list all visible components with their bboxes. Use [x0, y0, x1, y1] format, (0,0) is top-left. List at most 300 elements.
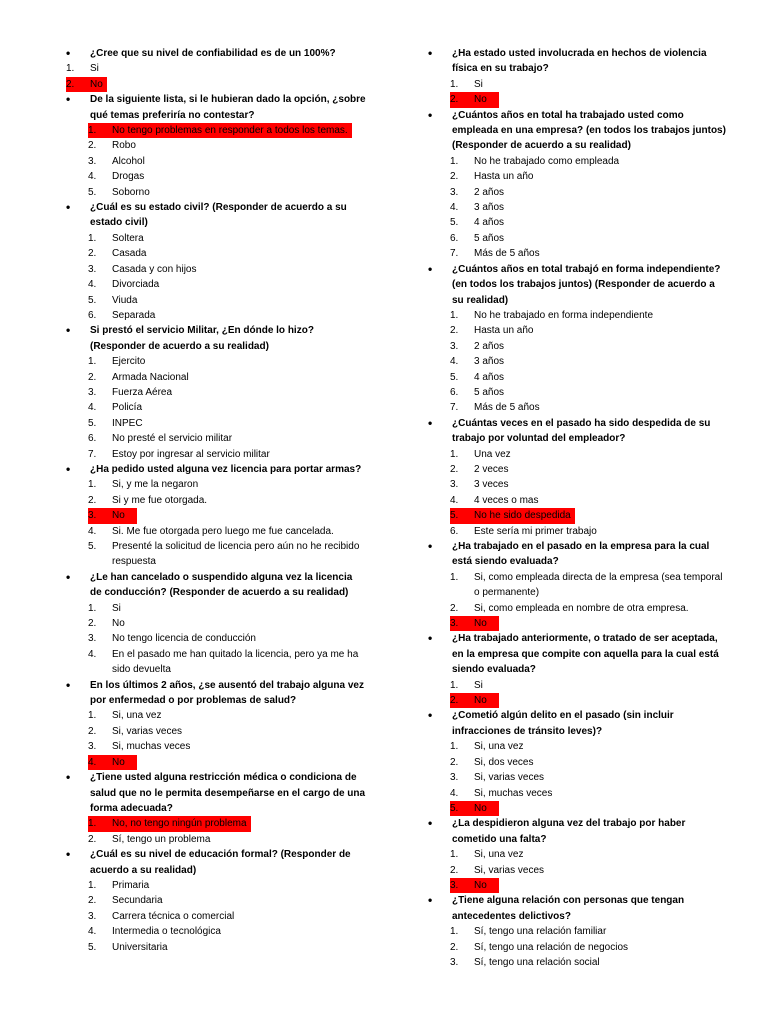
answer-option — [428, 570, 728, 601]
answer-option — [66, 416, 366, 431]
option-number: 4. — [88, 756, 97, 768]
selected-answer-highlight — [88, 508, 137, 523]
option-number: 4. — [450, 202, 459, 214]
answer-option — [428, 786, 728, 801]
answer-option — [66, 169, 366, 184]
selected-answer-highlight — [450, 616, 499, 631]
question-text — [428, 46, 728, 77]
option-label: Si — [474, 679, 483, 691]
option-number: 5. — [450, 371, 459, 383]
option-label: Alcohol — [112, 155, 145, 167]
option-label: Si y me fue otorgada. — [112, 494, 208, 506]
option-number: 4. — [88, 279, 97, 291]
bullet-icon: • — [428, 893, 433, 908]
option-label: Armada Nacional — [112, 371, 189, 383]
answer-option — [66, 508, 366, 523]
option-number: 3. — [88, 741, 97, 753]
option-number: 1. — [88, 879, 97, 891]
selected-answer-highlight — [88, 755, 137, 770]
option-number: 1. — [450, 155, 459, 167]
option-number: 5. — [88, 294, 97, 306]
question-label: ¿Ha trabajado anteriormente, o tratado de ser aceptada, en la empresa que compite con aquella para la cual está siendo evaluada? — [452, 633, 719, 676]
option-number: 7. — [88, 448, 97, 460]
option-number: 3. — [88, 510, 97, 522]
answer-option — [428, 200, 728, 215]
option-label: Sí, tengo una relación familiar — [474, 926, 607, 938]
option-label: 3 años — [474, 202, 505, 214]
option-label: Si, dos veces — [474, 756, 534, 768]
option-label: Soltera — [112, 232, 144, 244]
question-text — [66, 770, 366, 816]
answer-option — [428, 739, 728, 754]
question-text — [66, 847, 366, 878]
bullet-icon: • — [66, 323, 71, 338]
answer-option — [66, 385, 366, 400]
option-label: Si, una vez — [112, 710, 162, 722]
bullet-icon: • — [428, 261, 433, 276]
bullet-icon: • — [428, 631, 433, 646]
selected-answer-highlight — [88, 816, 251, 831]
question-text — [66, 323, 366, 354]
answer-option — [428, 693, 728, 708]
answer-option — [428, 847, 728, 862]
bullet-icon: • — [66, 770, 71, 785]
option-label: No he trabajado como empleada — [474, 155, 620, 167]
answer-option — [428, 493, 728, 508]
answer-option — [66, 262, 366, 277]
answer-option — [66, 185, 366, 200]
option-number: 1. — [88, 710, 97, 722]
option-number: 4. — [88, 171, 97, 183]
option-label: Si, una vez — [474, 849, 524, 861]
option-number: 2. — [450, 864, 459, 876]
option-number: 6. — [88, 433, 97, 445]
option-number: 2. — [88, 248, 97, 260]
option-number: 1. — [450, 448, 459, 460]
option-label: No, no tengo ningún problema — [112, 818, 247, 830]
option-number: 5. — [88, 941, 97, 953]
option-label: Una vez — [474, 448, 511, 460]
answer-option — [66, 138, 366, 153]
question-text — [66, 46, 366, 61]
question-label: ¿Tiene alguna relación con personas que tengan antecedentes delictivos? — [452, 895, 685, 922]
option-number: 1. — [88, 602, 97, 614]
option-label: No — [474, 94, 487, 106]
bullet-icon: • — [66, 677, 71, 692]
option-label: Casada y con hijos — [112, 263, 197, 275]
answer-option — [66, 354, 366, 369]
answer-option — [66, 524, 366, 539]
answer-option — [66, 940, 366, 955]
answer-option — [428, 878, 728, 893]
option-label: No tengo problemas en responder a todos los temas. — [112, 125, 348, 137]
option-label: Hasta un año — [474, 171, 534, 183]
option-number: 2. — [450, 171, 459, 183]
question-label: De la siguiente lista, si le hubieran dado la opción, ¿sobre qué temas preferiría no contestar? — [90, 94, 366, 121]
option-number: 7. — [450, 402, 459, 414]
option-number: 3. — [450, 772, 459, 784]
question-label: ¿Ha trabajado en el pasado en la empresa para la cual está siendo evaluada? — [452, 541, 710, 568]
bullet-icon: • — [66, 847, 71, 862]
option-label: Intermedia o tecnológica — [112, 926, 221, 938]
option-number: 1. — [88, 356, 97, 368]
answer-option — [66, 246, 366, 261]
question-label: ¿La despidieron alguna vez del trabajo por haber cometido una falta? — [452, 818, 686, 845]
answer-option — [66, 893, 366, 908]
option-label: Secundaria — [112, 895, 163, 907]
bullet-icon: • — [428, 107, 433, 122]
answer-option — [428, 385, 728, 400]
option-label: INPEC — [112, 417, 143, 429]
question-text — [66, 92, 366, 123]
selected-answer-highlight — [450, 92, 499, 107]
option-label: Drogas — [112, 171, 145, 183]
option-number: 1. — [450, 571, 459, 583]
left-column — [66, 46, 366, 955]
option-number: 3. — [450, 340, 459, 352]
option-number: 6. — [450, 386, 459, 398]
option-label: No — [474, 695, 487, 707]
option-label: No tengo licencia de conducción — [112, 633, 256, 645]
option-number: 3. — [450, 479, 459, 491]
answer-option — [66, 724, 366, 739]
answer-option — [66, 832, 366, 847]
option-label: No — [112, 618, 125, 630]
answer-option — [66, 431, 366, 446]
option-number: 2. — [450, 695, 459, 707]
answer-option — [66, 477, 366, 492]
option-number: 3. — [88, 910, 97, 922]
question-label: ¿Cuántas veces en el pasado ha sido despedida de su trabajo por voluntad del empleador? — [452, 417, 711, 445]
question-label: ¿Cuál es su nivel de educación formal? (Responder de acuerdo a su realidad) — [90, 849, 351, 876]
selected-answer-highlight — [450, 693, 499, 708]
option-number: 4. — [88, 648, 97, 660]
answer-option — [66, 77, 366, 92]
bullet-icon: • — [66, 461, 71, 476]
option-number: 2. — [450, 756, 459, 768]
option-number: 2. — [450, 941, 459, 953]
answer-option — [428, 323, 728, 338]
option-label: No — [474, 802, 487, 814]
answer-option — [66, 647, 366, 678]
option-label: No he trabajado en forma independiente — [474, 309, 654, 321]
question-label: ¿Cuál es su estado civil? (Responder de acuerdo a su estado civil) — [90, 202, 347, 229]
answer-option — [66, 400, 366, 415]
option-label: Si, y me la negaron — [112, 479, 199, 491]
answer-option — [66, 739, 366, 754]
answer-option — [66, 924, 366, 939]
bullet-icon: • — [428, 539, 433, 553]
bullet-icon: • — [428, 708, 433, 723]
option-number: 4. — [88, 926, 97, 938]
answer-option — [428, 462, 728, 477]
option-number: 2. — [88, 895, 97, 907]
answer-option — [428, 863, 728, 878]
option-label: Sí, tengo una relación social — [474, 956, 600, 968]
option-label: 3 veces — [474, 479, 509, 491]
option-label: Si — [474, 78, 483, 90]
option-label: Sí, tengo un problema — [112, 833, 211, 845]
question-label: ¿Ha estado usted involucrada en hechos de violencia física en su trabajo? — [452, 48, 707, 75]
option-label: No presté el servicio militar — [112, 433, 233, 445]
option-label: No — [474, 618, 487, 630]
answer-option — [66, 631, 366, 646]
option-label: Ejercito — [112, 356, 146, 368]
option-number: 3. — [88, 263, 97, 275]
answer-option — [66, 909, 366, 924]
answer-option — [428, 524, 728, 539]
answer-option — [428, 678, 728, 693]
question-text — [428, 631, 728, 677]
question-label: Si prestó el servicio Militar, ¿En dónde lo hizo? (Responder de acuerdo a su realidad) — [90, 325, 314, 352]
option-number: 7. — [450, 248, 459, 260]
option-label: Si, muchas veces — [474, 787, 553, 799]
option-number: 2. — [450, 602, 459, 614]
option-label: 4 años — [474, 371, 505, 383]
answer-option — [428, 231, 728, 246]
option-label: Casada — [112, 248, 147, 260]
question-text — [66, 678, 366, 709]
option-number: 1. — [450, 78, 459, 90]
answer-option — [428, 955, 728, 970]
option-label: No — [90, 78, 103, 90]
answer-option — [428, 154, 728, 169]
option-number: 3. — [450, 618, 459, 630]
option-label: Estoy por ingresar al servicio militar — [112, 448, 270, 460]
answer-option — [428, 185, 728, 200]
question-label: ¿Cometió algún delito en el pasado (sin incluir infracciones de tránsito leves)? — [452, 710, 674, 737]
option-number: 3. — [88, 155, 97, 167]
answer-option — [66, 755, 366, 770]
option-label: Si, una vez — [474, 741, 524, 753]
option-number: 4. — [450, 494, 459, 506]
selected-answer-highlight — [88, 123, 352, 138]
option-number: 5. — [88, 417, 97, 429]
option-number: 6. — [450, 525, 459, 537]
option-label: 2 años — [474, 186, 505, 198]
selected-answer-highlight — [66, 77, 107, 92]
bullet-icon: • — [66, 569, 71, 584]
option-number: 5. — [88, 186, 97, 198]
answer-option — [428, 400, 728, 415]
answer-option — [66, 123, 366, 138]
option-number: 2. — [88, 618, 97, 630]
option-label: Si — [90, 63, 99, 75]
answer-option — [66, 308, 366, 323]
option-label: Este sería mi primer trabajo — [474, 525, 597, 537]
option-number: 4. — [88, 525, 97, 537]
question-label: En los últimos 2 años, ¿se ausentó del trabajo alguna vez por enfermedad o por problemas de salud? — [90, 679, 364, 707]
option-label: Separada — [112, 309, 156, 321]
option-label: 3 años — [474, 356, 505, 368]
question-label: ¿Cree que su nivel de confiabilidad es de un 100%? — [90, 48, 336, 59]
answer-option — [428, 770, 728, 785]
option-label: Fuerza Aérea — [112, 386, 173, 398]
bullet-icon: • — [66, 92, 71, 107]
option-number: 6. — [450, 232, 459, 244]
right-column — [428, 46, 728, 970]
option-label: Carrera técnica o comercial — [112, 910, 235, 922]
option-label: 2 veces — [474, 463, 509, 475]
option-label: No he sido despedida — [474, 510, 571, 522]
answer-option — [66, 539, 366, 570]
option-label: 5 años — [474, 232, 505, 244]
answer-option — [66, 293, 366, 308]
option-label: No — [112, 756, 125, 768]
answer-option — [428, 354, 728, 369]
question-text — [428, 708, 728, 739]
option-number: 2. — [88, 725, 97, 737]
option-number: 3. — [450, 956, 459, 968]
option-label: Más de 5 años — [474, 402, 540, 414]
bullet-icon: • — [66, 46, 71, 60]
answer-option — [66, 231, 366, 246]
question-text — [428, 416, 728, 447]
option-number: 2. — [88, 494, 97, 506]
option-number: 3. — [88, 386, 97, 398]
option-label: Viuda — [112, 294, 138, 306]
answer-option — [66, 493, 366, 508]
option-label: 2 años — [474, 340, 505, 352]
answer-option — [428, 508, 728, 523]
option-number: 6. — [88, 309, 97, 321]
option-number: 1. — [450, 849, 459, 861]
bullet-icon: • — [428, 816, 433, 831]
option-number: 2. — [450, 463, 459, 475]
answer-option — [428, 308, 728, 323]
answer-option — [66, 61, 366, 76]
option-label: Si, como empleada directa de la empresa (sea temporal o permanente) — [474, 571, 723, 599]
option-number: 5. — [450, 510, 459, 522]
option-number: 3. — [88, 633, 97, 645]
answer-option — [428, 169, 728, 184]
answer-option — [428, 755, 728, 770]
option-number: 1. — [66, 63, 75, 75]
option-number: 2. — [88, 833, 97, 845]
option-label: Sí, tengo una relación de negocios — [474, 941, 628, 953]
answer-option — [66, 447, 366, 462]
question-text — [66, 462, 366, 477]
answer-option — [428, 77, 728, 92]
option-label: Si, varias veces — [474, 772, 545, 784]
option-number: 2. — [450, 325, 459, 337]
option-number: 2. — [88, 371, 97, 383]
answer-option — [66, 370, 366, 385]
answer-option — [428, 924, 728, 939]
option-label: Si, muchas veces — [112, 741, 191, 753]
option-label: No — [112, 510, 125, 522]
question-text — [428, 893, 728, 924]
answer-option — [428, 801, 728, 816]
option-label: Hasta un año — [474, 325, 534, 337]
answer-option — [66, 816, 366, 831]
question-text — [428, 539, 728, 570]
option-label: Si, varias veces — [474, 864, 545, 876]
option-label: Más de 5 años — [474, 248, 540, 260]
answer-option — [428, 940, 728, 955]
option-number: 1. — [450, 679, 459, 691]
question-text — [428, 816, 728, 847]
answer-option — [428, 215, 728, 230]
option-number: 1. — [450, 926, 459, 938]
option-label: Primaria — [112, 879, 150, 891]
option-label: Policía — [112, 402, 143, 414]
answer-option — [66, 878, 366, 893]
answer-option — [428, 370, 728, 385]
option-number: 1. — [88, 479, 97, 491]
answer-option — [428, 601, 728, 616]
option-label: 4 veces o mas — [474, 494, 539, 506]
bullet-icon: • — [66, 200, 71, 215]
option-label: Si, como empleada en nombre de otra empresa. — [474, 602, 689, 614]
question-label: ¿Le han cancelado o suspendido alguna vez la licencia de conducción? (Responder de acuerdo a su realidad) — [90, 571, 353, 599]
answer-option — [428, 92, 728, 107]
bullet-icon: • — [428, 415, 433, 430]
selected-answer-highlight — [450, 801, 499, 816]
question-text — [428, 108, 728, 154]
question-label: ¿Tiene usted alguna restricción médica o condiciona de salud que no le permita desempeñarse en el cargo de una forma adecuada? — [90, 772, 366, 814]
answer-option — [428, 616, 728, 631]
option-number: 1. — [88, 125, 97, 137]
answer-option — [66, 616, 366, 631]
question-text — [428, 262, 728, 308]
question-text — [66, 200, 366, 231]
option-number: 2. — [66, 78, 75, 90]
option-label: Universitaria — [112, 941, 168, 953]
selected-answer-highlight — [450, 878, 499, 893]
option-number: 3. — [450, 186, 459, 198]
option-number: 1. — [450, 741, 459, 753]
question-text — [66, 570, 366, 601]
answer-option — [428, 339, 728, 354]
answer-option — [428, 447, 728, 462]
answer-option — [428, 477, 728, 492]
answer-option — [66, 154, 366, 169]
bullet-icon: • — [428, 46, 433, 60]
option-number: 3. — [450, 879, 459, 891]
option-label: Si — [112, 602, 121, 614]
answer-option — [66, 708, 366, 723]
option-label: 4 años — [474, 217, 505, 229]
option-label: Si. Me fue otorgada pero luego me fue cancelada. — [112, 525, 334, 537]
option-number: 1. — [450, 309, 459, 321]
option-label: Si, varias veces — [112, 725, 183, 737]
option-number: 2. — [88, 140, 97, 152]
option-label: 5 años — [474, 386, 505, 398]
question-label: ¿Ha pedido usted alguna vez licencia para portar armas? — [90, 463, 362, 475]
question-label: ¿Cuántos años en total ha trabajado usted como empleada en una empresa? (en todos los trabajos juntos)(Responder de acuerdo a su realidad) — [452, 109, 726, 152]
option-number: 1. — [88, 818, 97, 830]
option-label: Presenté la solicitud de licencia pero aún no he recibido respuesta — [112, 541, 360, 568]
option-number: 2. — [450, 94, 459, 106]
option-label: Robo — [112, 140, 136, 152]
option-number: 5. — [88, 541, 97, 552]
answer-option — [66, 277, 366, 292]
option-label: Soborno — [112, 186, 150, 198]
option-label: No — [474, 879, 487, 891]
option-number: 4. — [450, 356, 459, 368]
question-label: ¿Cuántos años en total trabajó en forma independiente? (en todos los trabajos juntos) (Responder de acuerdo a su realidad) — [452, 263, 721, 306]
answer-option — [428, 246, 728, 261]
option-number: 4. — [450, 787, 459, 799]
option-number: 4. — [88, 402, 97, 414]
option-label: Divorciada — [112, 279, 160, 291]
answer-option — [66, 601, 366, 616]
option-number: 1. — [88, 232, 97, 244]
option-number: 5. — [450, 802, 459, 814]
option-number: 5. — [450, 217, 459, 229]
selected-answer-highlight — [450, 508, 575, 523]
